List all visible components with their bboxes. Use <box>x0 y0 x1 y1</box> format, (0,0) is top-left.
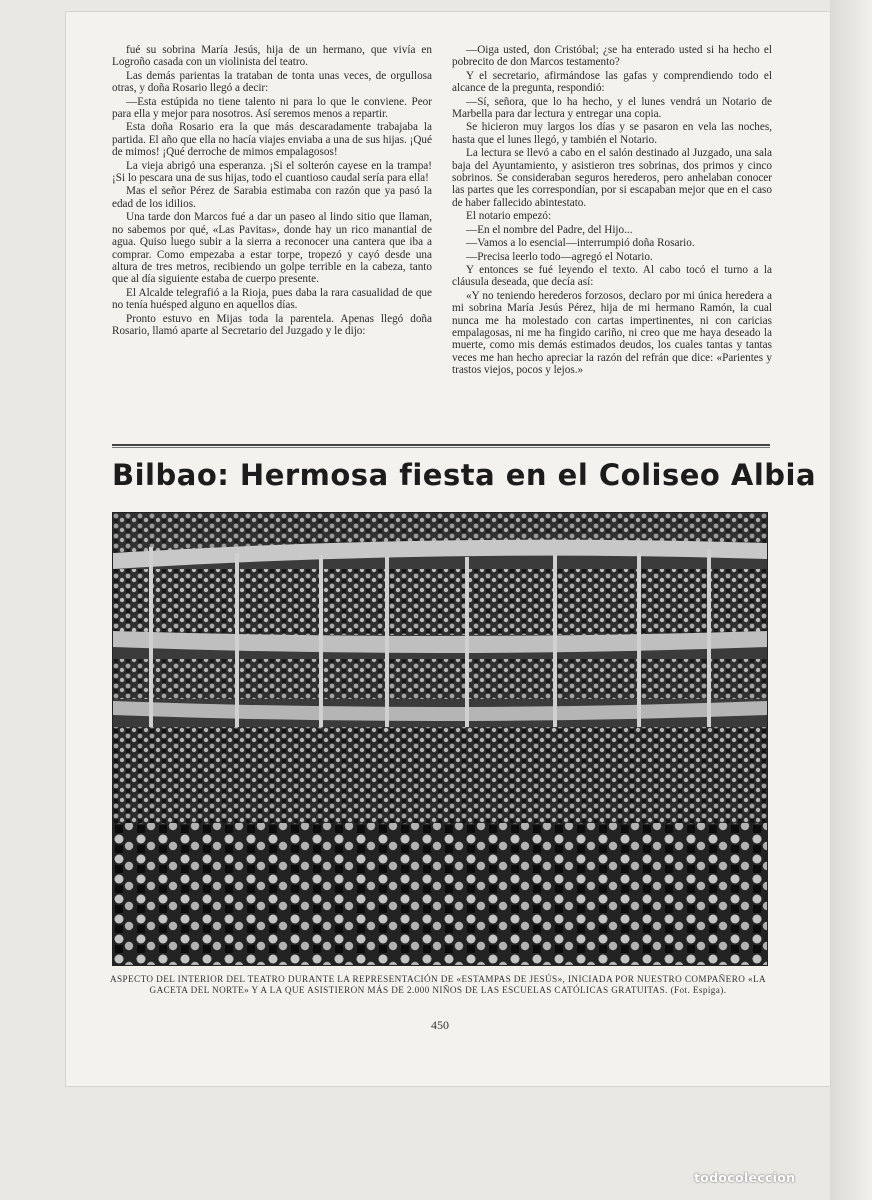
right-column <box>452 44 772 378</box>
paragraph: El Alcalde telegrafió a la Rioja, pues daba la rara casualidad de que no tenía huésped alguno en aquellos días. <box>112 286 432 312</box>
theater-photo <box>112 512 768 966</box>
left-column <box>112 44 432 378</box>
photo-caption: ASPECTO DEL INTERIOR DEL TEATRO DURANTE LA REPRESENTACIÓN DE «ESTAMPAS DE JESÚS», INICIADA POR NUESTRO COMPAÑERO «LA GACETA DEL NORTE» Y A LA QUE ASISTIERON MÁS DE 2.000 NIÑOS DE LAS ESCUELAS CATÓLICAS GRATUITAS. (Fot. Espiga). <box>109 974 766 995</box>
article-body <box>112 44 772 378</box>
paragraph: —Sí, señora, que lo ha hecho, y el lunes vendrá un Notario de Marbella para dar lectura y entregar una copia. <box>452 95 772 121</box>
paragraph: —Vamos a lo esencial—interrumpió doña Rosario. <box>466 237 695 250</box>
paragraph: Y el secretario, afirmándose las gafas y comprendiendo todo el alcance de la pregunta, respondió: <box>452 69 772 95</box>
section-divider <box>112 444 770 448</box>
watermark: todocoleccion <box>694 1170 796 1185</box>
headline: Bilbao: Hermosa fiesta en el Coliseo Albia <box>112 458 817 492</box>
paragraph: —En el nombre del Padre, del Hijo... <box>466 223 633 236</box>
paragraph: Las demás parientas la trataban de tonta unas veces, de orgullosa otras, y doña Rosario llegó a decir: <box>112 69 432 95</box>
page-number: 450 <box>431 1018 449 1032</box>
scan-edge <box>830 0 872 1200</box>
paragraph: El notario empezó: <box>466 210 552 223</box>
paragraph: Esta doña Rosario era la que más descaradamente trabajaba la partida. El año que ella no hacía viajes enviaba a una de sus hijas. ¡Qué de mimos! ¡Qué derroche de mimos empalagosos! <box>112 121 432 159</box>
paragraph: —Precisa leerlo todo—agregó el Notario. <box>466 250 653 263</box>
paragraph: Pronto estuvo en Mijas toda la parentela. Apenas llegó doña Rosario, llamó aparte al Secretario del Juzgado y le dijo: <box>112 312 432 337</box>
paragraph: Y entonces se fué leyendo el texto. Al cabo tocó el turno a la cláusula deseada, que decía así: <box>452 263 772 289</box>
paragraph: Una tarde don Marcos fué a dar un paseo al lindo sitio que llaman, no sabemos por qué, «Las Pavitas», donde hay un rico manantial de agua. Quiso luego subir a la sierra a reconocer una cantera que iba a comprar. Como empezaba a estar torpe, tropezó y cayó desde una altura de tres metros, recibiendo un golpe terrible en la cabeza, tanto que al día siguiente estaba de cuerpo presente. <box>112 211 432 286</box>
paragraph: fué su sobrina María Jesús, hija de un hermano, que vivía en Logroño casada con un violinista del teatro. <box>112 44 432 69</box>
paragraph: —Oiga usted, don Cristóbal; ¿se ha enterado usted si ha hecho el pobrecito de don Marcos testamento? <box>452 44 772 69</box>
paragraph: —Esta estúpida no tiene talento ni para lo que le conviene. Peor para ella y mejor para nosotros. Así seremos menos a repartir. <box>112 95 432 121</box>
paragraph: La lectura se llevó a cabo en el salón destinado al Juzgado, una sala baja del Ayuntamiento, y asistieron tres sobrinas, dos primos y cinco sobrinos. Se consideraban seguros herederos, pero anhelaban conocer las partes que les correspondían, por si escapaban mejor que en el caso de haber fallecido abintestato. <box>452 147 772 209</box>
paragraph: Mas el señor Pérez de Sarabia estimaba con razón que ya pasó la edad de los idilios. <box>112 185 432 210</box>
paragraph: «Y no teniendo herederos forzosos, declaro por mi única heredera a mi sobrina María Jesús Pérez, hija de mi hermano Ramón, la cual nunca me ha molestado con cartas impertinentes, ni con caricias empalagosas, ni me ha fingido cariño, ni creo que me haya deseado la muerte, como mis demás estimados deudos, los cuales tantas y tantas veces me han hecho apreciar la razón del refrán que dice: «Parientes y trastos viejos, pocos y lejos.» <box>452 289 772 377</box>
theater-interior-image <box>113 513 767 965</box>
paragraph: La vieja abrigó una esperanza. ¡Si el solterón cayese en la trampa! ¡Si lo pescara una de sus hijas, todo el cuantioso caudal sería para ella! <box>112 159 432 185</box>
paragraph: Se hicieron muy largos los días y se pasaron en vela las noches, hasta que el lunes llegó, y también el Notario. <box>452 121 772 146</box>
